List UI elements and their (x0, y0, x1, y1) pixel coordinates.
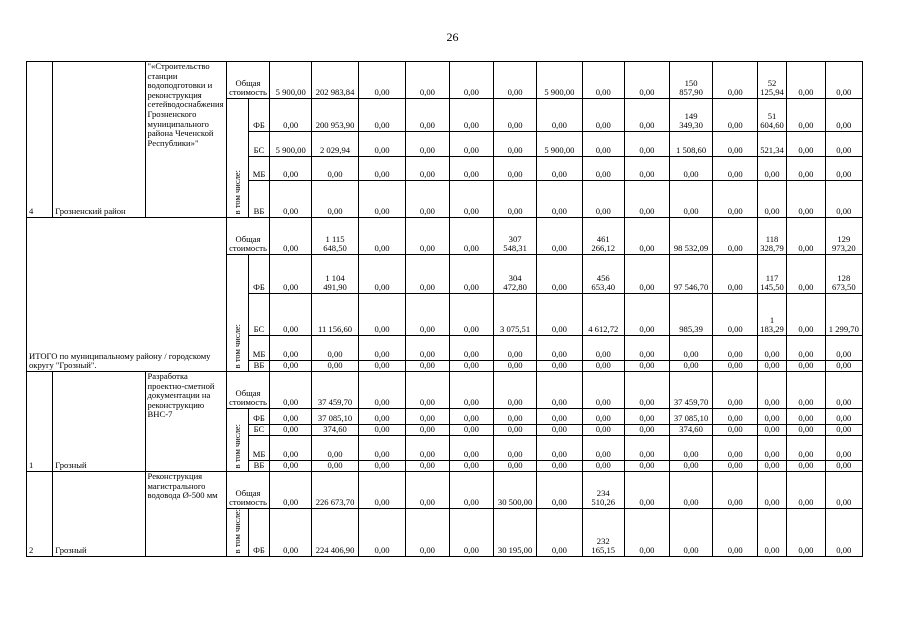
value-cell: 0,00 (359, 132, 406, 157)
value-cell: 0,00 (359, 294, 406, 336)
value-cell: 0,00 (270, 255, 311, 294)
value-cell: 0,00 (624, 218, 669, 255)
value-cell: 0,00 (758, 461, 787, 472)
value-cell: 0,00 (826, 472, 863, 509)
value-cell: 51 604,60 (758, 99, 787, 132)
value-cell: 0,00 (826, 361, 863, 372)
value-cell: 0,00 (493, 425, 536, 436)
value-cell: 11 156,60 (311, 294, 358, 336)
value-cell: 0,00 (582, 436, 624, 461)
value-cell: 0,00 (270, 509, 311, 557)
value-cell: 0,00 (786, 99, 825, 132)
project-name: Разработка проектно-сметной документации на реконструкцию ВНС-7 (145, 372, 226, 472)
value-cell: 0,00 (359, 472, 406, 509)
value-cell: 0,00 (405, 436, 449, 461)
value-cell: 0,00 (359, 461, 406, 472)
value-cell: 0,00 (713, 509, 758, 557)
value-cell: 0,00 (624, 472, 669, 509)
value-cell: 0,00 (582, 336, 624, 361)
value-cell: 0,00 (713, 336, 758, 361)
value-cell: 5 900,00 (537, 132, 582, 157)
value-cell: 0,00 (786, 255, 825, 294)
value-cell: 0,00 (359, 336, 406, 361)
value-cell: 0,00 (758, 509, 787, 557)
value-cell: 0,00 (669, 436, 712, 461)
value-cell: 0,00 (582, 132, 624, 157)
value-cell: 0,00 (359, 62, 406, 99)
value-cell: 0,00 (582, 425, 624, 436)
value-cell: 0,00 (826, 132, 863, 157)
value-cell: 0,00 (826, 461, 863, 472)
row-label-total: Общая стоимость (226, 218, 270, 255)
value-cell: 0,00 (449, 361, 493, 372)
v-tom-chisle-label (226, 409, 248, 472)
value-cell: 0,00 (786, 294, 825, 336)
vertical-label: в том числе: (231, 324, 242, 369)
row-number: 4 (27, 62, 53, 218)
value-cell: 0,00 (582, 361, 624, 372)
value-cell: 0,00 (713, 132, 758, 157)
value-cell: 0,00 (270, 372, 311, 409)
row-label-source: ВБ (248, 181, 270, 218)
value-cell: 0,00 (493, 372, 536, 409)
value-cell: 37 085,10 (311, 409, 358, 425)
value-cell: 0,00 (449, 436, 493, 461)
value-cell: 0,00 (826, 436, 863, 461)
value-cell: 0,00 (713, 218, 758, 255)
value-cell: 0,00 (405, 181, 449, 218)
value-cell: 5 900,00 (537, 62, 582, 99)
value-cell: 1 299,70 (826, 294, 863, 336)
value-cell: 0,00 (537, 157, 582, 181)
value-cell: 0,00 (624, 425, 669, 436)
project-name: Реконструкция магистрального водовода Ø-500 мм (145, 472, 226, 557)
value-cell: 97 546,70 (669, 255, 712, 294)
table-body (27, 62, 905, 557)
value-cell: 0,00 (786, 472, 825, 509)
value-cell: 0,00 (786, 361, 825, 372)
value-cell: 0,00 (582, 62, 624, 99)
value-cell: 0,00 (713, 461, 758, 472)
value-cell: 0,00 (493, 436, 536, 461)
value-cell: 0,00 (713, 425, 758, 436)
value-cell: 0,00 (493, 461, 536, 472)
value-cell: 129 973,20 (826, 218, 863, 255)
value-cell: 0,00 (359, 436, 406, 461)
value-cell: 0,00 (311, 157, 358, 181)
value-cell: 0,00 (270, 99, 311, 132)
value-cell: 0,00 (449, 181, 493, 218)
v-tom-chisle-label (226, 255, 248, 372)
value-cell: 0,00 (359, 372, 406, 409)
value-cell: 0,00 (537, 509, 582, 557)
value-cell: 0,00 (713, 372, 758, 409)
row-label-total: Общая стоимость (226, 372, 270, 409)
value-cell: 0,00 (624, 62, 669, 99)
value-cell: 0,00 (537, 361, 582, 372)
value-cell: 0,00 (493, 132, 536, 157)
value-cell: 0,00 (713, 294, 758, 336)
value-cell: 0,00 (582, 461, 624, 472)
value-cell: 374,60 (311, 425, 358, 436)
value-cell: 0,00 (359, 255, 406, 294)
municipality-name: Грозный (53, 372, 145, 472)
value-cell: 0,00 (786, 157, 825, 181)
municipality-name: Грозненский район (53, 62, 145, 218)
value-cell: 0,00 (405, 218, 449, 255)
value-cell: 374,60 (669, 425, 712, 436)
value-cell: 0,00 (624, 436, 669, 461)
value-cell: 0,00 (359, 509, 406, 557)
row-number: 2 (27, 472, 53, 557)
value-cell: 149 349,30 (669, 99, 712, 132)
value-cell: 0,00 (537, 436, 582, 461)
value-cell: 0,00 (826, 99, 863, 132)
value-cell: 0,00 (270, 361, 311, 372)
value-cell: 0,00 (669, 361, 712, 372)
value-cell: 0,00 (624, 99, 669, 132)
value-cell: 0,00 (359, 157, 406, 181)
value-cell: 0,00 (537, 294, 582, 336)
value-cell: 226 673,70 (311, 472, 358, 509)
value-cell: 0,00 (405, 372, 449, 409)
value-cell: 202 983,84 (311, 62, 358, 99)
value-cell: 1 104 491,90 (311, 255, 358, 294)
value-cell: 0,00 (311, 436, 358, 461)
value-cell: 0,00 (786, 336, 825, 361)
value-cell: 37 459,70 (669, 372, 712, 409)
value-cell: 0,00 (624, 336, 669, 361)
value-cell: 0,00 (758, 361, 787, 372)
value-cell: 0,00 (449, 461, 493, 472)
value-cell: 0,00 (537, 372, 582, 409)
value-cell: 0,00 (311, 181, 358, 218)
value-cell: 0,00 (270, 181, 311, 218)
value-cell: 0,00 (405, 425, 449, 436)
value-cell: 37 085,10 (669, 409, 712, 425)
value-cell: 307 548,31 (493, 218, 536, 255)
value-cell: 1 508,60 (669, 132, 712, 157)
value-cell: 0,00 (826, 425, 863, 436)
row-label-source: МБ (248, 336, 270, 361)
value-cell: 0,00 (449, 372, 493, 409)
value-cell: 0,00 (624, 372, 669, 409)
row-label-source: ВБ (248, 361, 270, 372)
value-cell: 30 500,00 (493, 472, 536, 509)
value-cell: 118 328,79 (758, 218, 787, 255)
value-cell: 0,00 (826, 62, 863, 99)
value-cell: 0,00 (624, 409, 669, 425)
value-cell: 0,00 (624, 509, 669, 557)
value-cell: 0,00 (405, 157, 449, 181)
value-cell: 0,00 (359, 361, 406, 372)
value-cell: 200 953,90 (311, 99, 358, 132)
value-cell: 117 145,50 (758, 255, 787, 294)
row-label-source: БС (248, 425, 270, 436)
itogo-label: ИТОГО по муниципальному району / городскому округу "Грозный". (27, 218, 227, 372)
value-cell: 5 900,00 (270, 62, 311, 99)
value-cell: 304 472,80 (493, 255, 536, 294)
value-cell: 0,00 (669, 461, 712, 472)
value-cell: 0,00 (582, 181, 624, 218)
value-cell: 0,00 (537, 218, 582, 255)
row-label-source: МБ (248, 157, 270, 181)
value-cell: 0,00 (449, 509, 493, 557)
value-cell: 0,00 (713, 409, 758, 425)
value-cell: 0,00 (270, 218, 311, 255)
value-cell: 0,00 (537, 409, 582, 425)
value-cell: 0,00 (493, 409, 536, 425)
value-cell: 0,00 (311, 461, 358, 472)
value-cell: 985,39 (669, 294, 712, 336)
value-cell: 0,00 (270, 461, 311, 472)
value-cell: 0,00 (669, 509, 712, 557)
value-cell: 0,00 (624, 255, 669, 294)
value-cell: 1 115 648,50 (311, 218, 358, 255)
value-cell: 0,00 (758, 436, 787, 461)
value-cell: 0,00 (359, 425, 406, 436)
value-cell: 0,00 (493, 62, 536, 99)
row-number: 1 (27, 372, 53, 472)
value-cell: 0,00 (449, 99, 493, 132)
value-cell: 128 673,50 (826, 255, 863, 294)
value-cell: 0,00 (758, 157, 787, 181)
value-cell: 0,00 (449, 336, 493, 361)
value-cell: 0,00 (713, 361, 758, 372)
value-cell: 0,00 (713, 436, 758, 461)
value-cell: 0,00 (359, 218, 406, 255)
value-cell: 0,00 (786, 425, 825, 436)
municipality-name: Грозный (53, 472, 145, 557)
value-cell: 0,00 (405, 99, 449, 132)
value-cell: 0,00 (624, 361, 669, 372)
value-cell: 0,00 (826, 409, 863, 425)
value-cell: 0,00 (270, 294, 311, 336)
value-cell: 52 125,94 (758, 62, 787, 99)
value-cell: 98 532,09 (669, 218, 712, 255)
value-cell: 0,00 (758, 181, 787, 218)
value-cell: 521,34 (758, 132, 787, 157)
row-label-source: ФБ (248, 99, 270, 132)
value-cell: 0,00 (405, 472, 449, 509)
value-cell: 456 653,40 (582, 255, 624, 294)
value-cell: 0,00 (270, 436, 311, 461)
value-cell: 0,00 (786, 409, 825, 425)
value-cell: 0,00 (449, 132, 493, 157)
value-cell: 0,00 (449, 255, 493, 294)
value-cell: 3 075,51 (493, 294, 536, 336)
value-cell: 0,00 (449, 157, 493, 181)
v-tom-chisle-label (226, 509, 248, 557)
value-cell: 0,00 (786, 436, 825, 461)
value-cell: 0,00 (758, 336, 787, 361)
value-cell: 0,00 (537, 472, 582, 509)
value-cell: 234 510,26 (582, 472, 624, 509)
value-cell: 5 900,00 (270, 132, 311, 157)
value-cell: 0,00 (493, 361, 536, 372)
value-cell: 0,00 (582, 99, 624, 132)
row-label-total: Общая стоимость (226, 62, 270, 99)
value-cell: 0,00 (826, 372, 863, 409)
value-cell: 0,00 (405, 409, 449, 425)
value-cell: 0,00 (826, 336, 863, 361)
row-label-source: ФБ (248, 509, 270, 557)
value-cell: 0,00 (624, 461, 669, 472)
value-cell: 0,00 (311, 336, 358, 361)
table-row (27, 472, 905, 509)
value-cell: 2 029,94 (311, 132, 358, 157)
value-cell: 0,00 (270, 336, 311, 361)
value-cell: 0,00 (713, 99, 758, 132)
value-cell: 0,00 (359, 99, 406, 132)
value-cell: 0,00 (826, 157, 863, 181)
value-cell: 0,00 (713, 181, 758, 218)
table-row (27, 62, 905, 99)
value-cell: 0,00 (405, 255, 449, 294)
budget-table (26, 61, 905, 557)
value-cell: 0,00 (449, 472, 493, 509)
value-cell: 0,00 (493, 99, 536, 132)
value-cell: 0,00 (758, 472, 787, 509)
value-cell: 0,00 (449, 218, 493, 255)
value-cell: 0,00 (786, 218, 825, 255)
value-cell: 232 165,15 (582, 509, 624, 557)
value-cell: 0,00 (786, 372, 825, 409)
row-label-source: ВБ (248, 461, 270, 472)
value-cell: 37 459,70 (311, 372, 358, 409)
value-cell: 4 612,72 (582, 294, 624, 336)
value-cell: 0,00 (311, 361, 358, 372)
value-cell: 0,00 (537, 181, 582, 218)
value-cell: 0,00 (449, 62, 493, 99)
value-cell: 0,00 (758, 372, 787, 409)
value-cell: 0,00 (713, 255, 758, 294)
value-cell: 0,00 (669, 336, 712, 361)
value-cell: 0,00 (669, 472, 712, 509)
value-cell: 0,00 (449, 409, 493, 425)
value-cell: 0,00 (537, 461, 582, 472)
value-cell: 0,00 (270, 409, 311, 425)
value-cell: 0,00 (669, 181, 712, 218)
project-name: "«Строительство станции водоподготовки и реконструкция сетейводоснабжения Грозненского муниципального района Чеченской Республики»" (145, 62, 226, 218)
value-cell: 0,00 (359, 181, 406, 218)
value-cell: 461 266,12 (582, 218, 624, 255)
value-cell: 0,00 (537, 99, 582, 132)
vertical-label: в том числе: (231, 424, 242, 469)
table-row (27, 218, 905, 255)
value-cell: 0,00 (786, 132, 825, 157)
value-cell: 0,00 (537, 425, 582, 436)
value-cell: 0,00 (713, 62, 758, 99)
value-cell: 0,00 (624, 294, 669, 336)
row-label-source: БС (248, 294, 270, 336)
value-cell: 0,00 (493, 181, 536, 218)
value-cell: 0,00 (826, 509, 863, 557)
row-label-source: БС (248, 132, 270, 157)
value-cell: 0,00 (758, 409, 787, 425)
vertical-label: в том числе: (231, 509, 242, 554)
value-cell: 0,00 (582, 372, 624, 409)
value-cell: 0,00 (786, 509, 825, 557)
value-cell: 0,00 (537, 255, 582, 294)
value-cell: 0,00 (405, 294, 449, 336)
value-cell: 0,00 (713, 157, 758, 181)
value-cell: 0,00 (405, 62, 449, 99)
value-cell: 0,00 (449, 425, 493, 436)
value-cell: 0,00 (713, 472, 758, 509)
row-label-source: МБ (248, 436, 270, 461)
row-label-source: ФБ (248, 409, 270, 425)
value-cell: 0,00 (270, 425, 311, 436)
row-label-total: Общая стоимость (226, 472, 270, 509)
value-cell: 0,00 (405, 361, 449, 372)
value-cell: 0,00 (405, 132, 449, 157)
value-cell: 0,00 (669, 157, 712, 181)
value-cell: 0,00 (405, 509, 449, 557)
value-cell: 150 857,90 (669, 62, 712, 99)
table-row (27, 372, 905, 409)
page-number: 26 (446, 30, 459, 44)
value-cell: 0,00 (786, 181, 825, 218)
value-cell: 0,00 (270, 157, 311, 181)
value-cell: 0,00 (786, 461, 825, 472)
value-cell: 0,00 (624, 181, 669, 218)
value-cell: 0,00 (405, 336, 449, 361)
vertical-label: в том числе: (231, 170, 242, 215)
value-cell: 0,00 (537, 336, 582, 361)
v-tom-chisle-label (226, 99, 248, 218)
value-cell: 0,00 (405, 461, 449, 472)
value-cell: 0,00 (582, 157, 624, 181)
value-cell: 0,00 (493, 336, 536, 361)
value-cell: 0,00 (493, 157, 536, 181)
value-cell: 0,00 (624, 132, 669, 157)
value-cell: 1 183,29 (758, 294, 787, 336)
value-cell: 0,00 (826, 181, 863, 218)
value-cell: 0,00 (449, 294, 493, 336)
value-cell: 30 195,00 (493, 509, 536, 557)
value-cell: 0,00 (786, 62, 825, 99)
value-cell: 0,00 (582, 409, 624, 425)
value-cell: 0,00 (624, 157, 669, 181)
row-label-source: ФБ (248, 255, 270, 294)
value-cell: 0,00 (270, 472, 311, 509)
value-cell: 0,00 (758, 425, 787, 436)
value-cell: 0,00 (359, 409, 406, 425)
value-cell: 224 406,90 (311, 509, 358, 557)
